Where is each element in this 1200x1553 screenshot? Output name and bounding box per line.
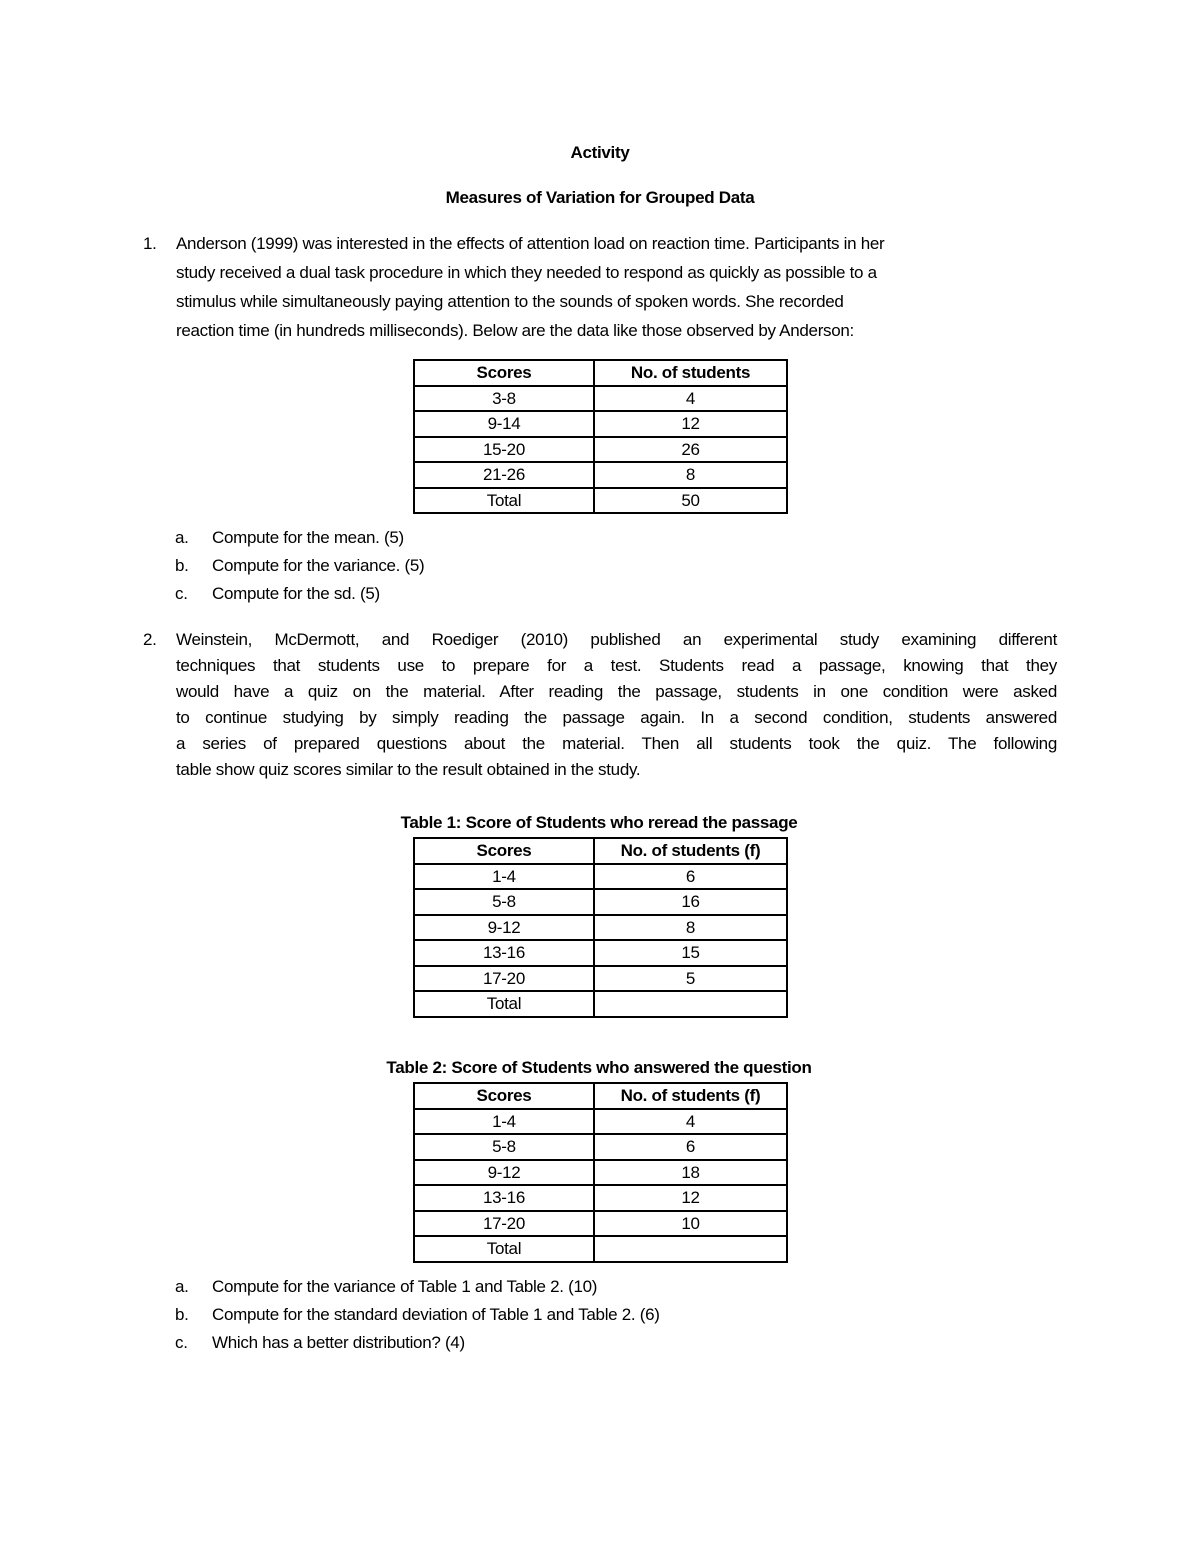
cell: 1-4 [414,864,594,890]
item-text: Compute for the standard deviation of Table 1 and Table 2. (6) [212,1305,660,1324]
document-title: Activity [570,143,630,162]
header-cell: No. of students [594,360,787,386]
table-row [414,462,787,488]
item-text: Compute for the variance of Table 1 and Table 2. (10) [212,1277,598,1296]
cell: 4 [594,1109,787,1135]
cell: 9-12 [414,1160,594,1186]
cell [594,991,787,1017]
q2-table1 [413,837,788,1018]
q2-line: would have a quiz on the material. After reading the passage, students in one condition were asked [176,682,1057,701]
cell: 13-16 [414,1185,594,1211]
q1-line: Anderson (1999) was interested in the effects of attention load on reaction time. Participants in her [176,234,885,253]
cell: 8 [594,915,787,941]
item-text: Compute for the sd. (5) [212,584,380,603]
table1-caption: Table 1: Score of Students who reread the passage [400,813,798,832]
table-row [414,386,787,412]
q1-item-c [175,584,380,604]
cell: 5 [594,966,787,992]
cell: 26 [594,437,787,463]
q1-paragraph [176,229,884,345]
table-row [414,1160,787,1186]
cell: Total [414,991,594,1017]
q2-item-c [175,1333,465,1353]
q1-item-a [175,528,404,548]
cell: 10 [594,1211,787,1237]
item-letter: b. [175,556,189,575]
q1-number: 1. [143,234,157,253]
q2-item-b [175,1305,660,1325]
table-row [414,1236,787,1262]
q2-line: table show quiz scores similar to the result obtained in the study. [176,760,641,779]
cell: 5-8 [414,889,594,915]
table-row [414,411,787,437]
cell: 17-20 [414,1211,594,1237]
cell: 6 [594,864,787,890]
cell: 12 [594,411,787,437]
q2-line: Weinstein, McDermott, and Roediger (2010) published an experimental study examining different [176,630,1057,649]
item-letter: a. [175,1277,189,1296]
document-subtitle: Measures of Variation for Grouped Data [445,188,755,207]
table-row [414,966,787,992]
table-row [414,488,787,514]
item-text: Which has a better distribution? (4) [212,1333,465,1352]
q2-line: a series of prepared questions about the material. Then all students took the quiz. The following [176,734,1057,753]
table-header-row [414,360,787,386]
cell: 9-12 [414,915,594,941]
cell: 5-8 [414,1134,594,1160]
cell: 16 [594,889,787,915]
cell: 12 [594,1185,787,1211]
q1-line: stimulus while simultaneously paying attention to the sounds of spoken words. She recorded [176,292,844,311]
header-cell: Scores [414,1083,594,1109]
q2-line: techniques that students use to prepare for a test. Students read a passage, knowing that they [176,656,1057,675]
table-row [414,1211,787,1237]
q1-line: study received a dual task procedure in which they needed to respond as quickly as possible to a [176,263,877,282]
table-row [414,940,787,966]
table-header-row [414,838,787,864]
cell: 1-4 [414,1109,594,1135]
item-letter: c. [175,584,188,603]
header-cell: No. of students (f) [594,838,787,864]
item-text: Compute for the mean. (5) [212,528,404,547]
q2-line: to continue studying by simply reading the passage again. In a second condition, students answered [176,708,1057,727]
cell: 21-26 [414,462,594,488]
item-letter: a. [175,528,189,547]
q1-line: reaction time (in hundreds milliseconds). Below are the data like those observed by Anderson: [176,321,854,340]
cell: 50 [594,488,787,514]
cell: Total [414,1236,594,1262]
cell: 17-20 [414,966,594,992]
q1-table [413,359,788,514]
item-letter: b. [175,1305,189,1324]
table-row [414,437,787,463]
table-row [414,1109,787,1135]
table-header-row [414,1083,787,1109]
table-row [414,889,787,915]
q2-number: 2. [143,630,157,649]
table-row [414,991,787,1017]
cell: 8 [594,462,787,488]
item-letter: c. [175,1333,188,1352]
q1-item-b [175,556,424,576]
table-row [414,915,787,941]
header-cell: Scores [414,838,594,864]
table2-caption: Table 2: Score of Students who answered the question [386,1058,812,1077]
cell: 6 [594,1134,787,1160]
cell [594,1236,787,1262]
cell: 15-20 [414,437,594,463]
header-cell: No. of students (f) [594,1083,787,1109]
cell: 13-16 [414,940,594,966]
cell: Total [414,488,594,514]
cell: 3-8 [414,386,594,412]
q2-paragraph [176,627,1057,783]
cell: 15 [594,940,787,966]
table-row [414,1134,787,1160]
table-row [414,1185,787,1211]
cell: 9-14 [414,411,594,437]
table-row [414,864,787,890]
cell: 4 [594,386,787,412]
q2-item-a [175,1277,597,1297]
header-cell: Scores [414,360,594,386]
q2-table2 [413,1082,788,1263]
cell: 18 [594,1160,787,1186]
item-text: Compute for the variance. (5) [212,556,425,575]
